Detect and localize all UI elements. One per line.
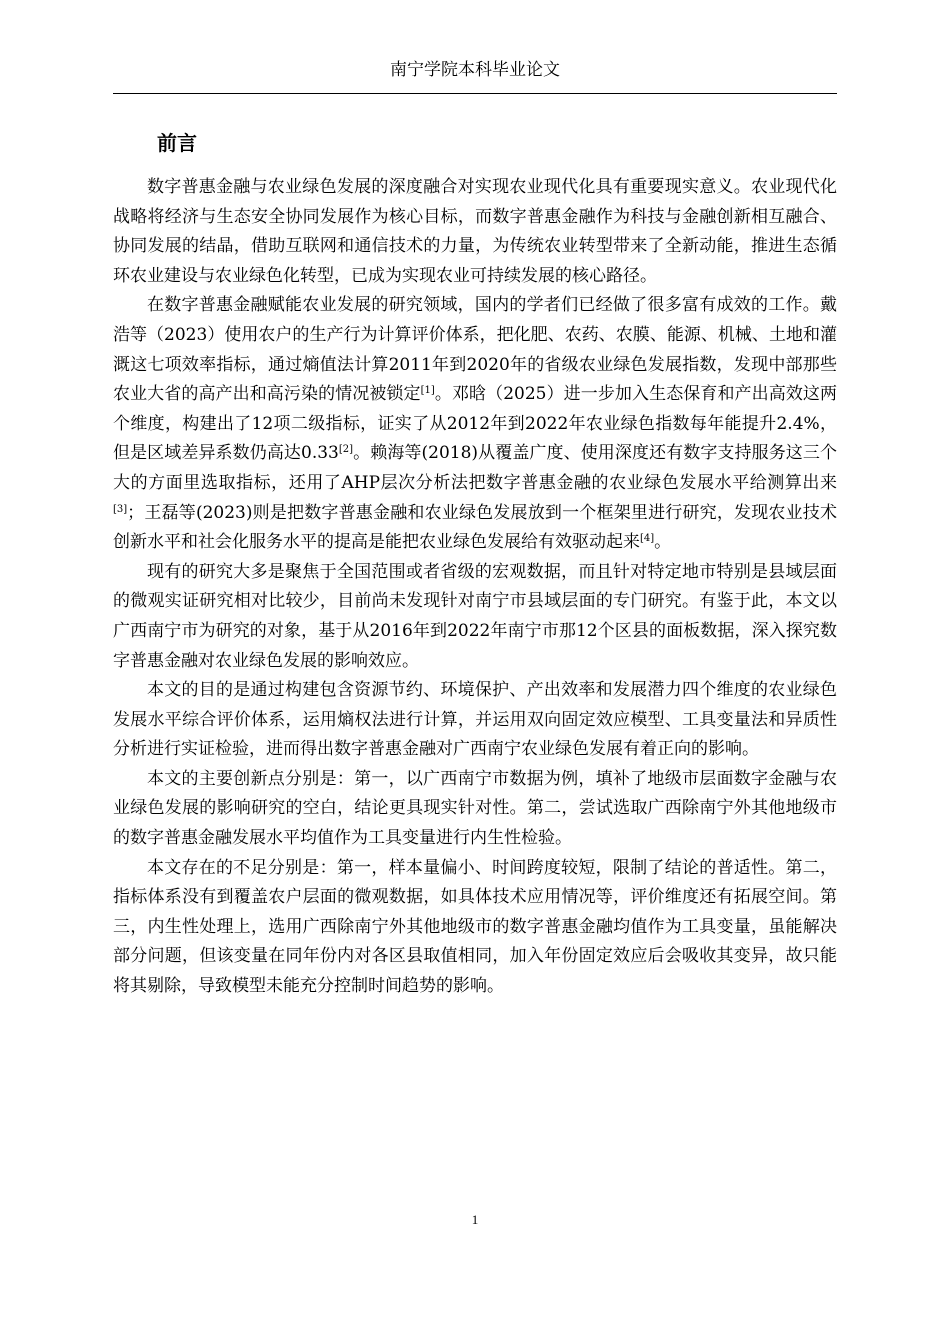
header-rule <box>113 93 837 94</box>
paragraph-6: 本文存在的不足分别是：第一，样本量偏小、时间跨度较短，限制了结论的普适性。第二，指标体系没有到覆盖农户层面的微观数据，如具体技术应用情况等，评价维度还有拓展空间。第三，内生性处理上，选用广西除南宁外其他地级市的数字普惠金融均值作为工具变量，虽能解决部分问题，但该变量在同年份内对各区县取值相同，加入年份固定效应后会吸收其变异，故只能将其剔除，导致模型未能充分控制时间趋势的影响。 <box>113 857 837 997</box>
citation-ref: [3] <box>113 503 128 515</box>
paragraph-2-text: ；王磊等(2023)则是把数字普惠金融和农业绿色发展放到一个框架里进行研究，发现农业技术创新水平和社会化服务水平的提高是能把农业绿色发展给有效驱动起来 <box>113 502 837 553</box>
body-text <box>113 173 837 1002</box>
citation-ref: [1] <box>420 385 435 397</box>
paragraph-3: 现有的研究大多是聚焦于全国范围或者省级的宏观数据，而且针对特定地市特别是县域层面的微观实证研究相对比较少，目前尚未发现针对南宁市县域层面的专门研究。有鉴于此，本文以广西南宁市为研究的对象，基于从2016年到2022年南宁市那12个区县的面板数据，深入探究数字普惠金融对农业绿色发展的影响效应。 <box>113 561 837 671</box>
paragraph-5: 本文的主要创新点分别是：第一，以广西南宁市数据为例，填补了地级市层面数字金融与农业绿色发展的影响研究的空白，结论更具现实针对性。第二，尝试选取广西除南宁外其他地级市的数字普惠金融发展水平均值作为工具变量进行内生性检验。 <box>113 768 837 849</box>
paragraph-4: 本文的目的是通过构建包含资源节约、环境保护、产出效率和发展潜力四个维度的农业绿色发展水平综合评价体系，运用熵权法进行计算，并运用双向固定效应模型、工具变量法和异质性分析进行实证检验，进而得出数字普惠金融对广西南宁农业绿色发展有着正向的影响。 <box>113 680 837 760</box>
paragraph-2-text: 。邓晗（2025）进一步加入生态保育和产出高效这两个维度，构建出了12项二级指标，证实了从2012年到2022年农业绿色指数每年能提升2.4%，但是区域差异系数仍高达0.33 <box>113 384 838 464</box>
paragraph-1: 数字普惠金融与农业绿色发展的深度融合对实现农业现代化具有重要现实意义。农业现代化战略将经济与生态安全协同发展作为核心目标，而数字普惠金融作为科技与金融创新相互融合、协同发展的结晶，借助互联网和通信技术的力量，为传统农业转型带来了全新动能，推进生态循环农业建设与农业绿色化转型，已成为实现农业可持续发展的核心路径。 <box>113 177 837 286</box>
paragraph-2-text: 。 <box>654 532 672 553</box>
paragraph-2-text: 在数字普惠金融赋能农业发展的研究领域，国内的学者们已经做了很多富有成效的工作。戴浩等（2023）使用农户的生产行为计算评价体系，把化肥、农药、农膜、能源、机械、土地和灌溉这七项效率指标，通过熵值法计算2011年到2020年的省级农业绿色发展指数，发现中部那些农业大省的高产出和高污染的情况被锁定 <box>113 295 837 405</box>
paragraph-2-text: 。赖海等(2018)从覆盖广度、使用深度还有数字支持服务这三个大的方面里选取指标，还用了AHP层次分析法把数字普惠金融的农业绿色发展水平给测算出来 <box>113 443 837 493</box>
section-heading: 前言 <box>157 131 197 155</box>
running-header: 南宁学院本科毕业论文 <box>390 60 560 80</box>
citation-ref: [2] <box>338 444 354 456</box>
page-number: 1 <box>471 1212 479 1227</box>
citation-ref: [4] <box>640 533 655 545</box>
paragraph-2 <box>113 291 837 557</box>
